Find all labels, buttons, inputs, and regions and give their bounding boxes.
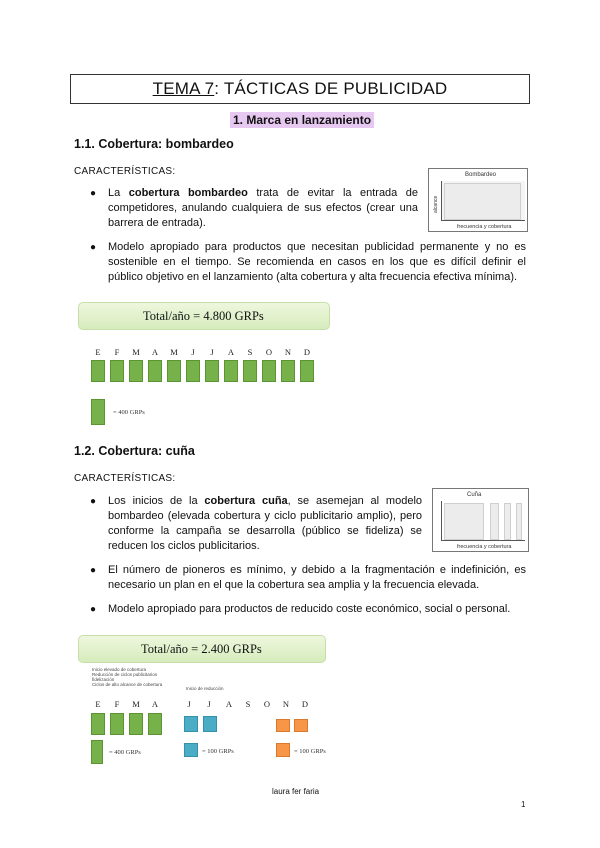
month-label: J bbox=[187, 699, 191, 709]
month-label: N bbox=[284, 347, 292, 357]
grp-block bbox=[110, 713, 124, 735]
legend-text-bombardeo: = 400 GRPs bbox=[113, 409, 145, 416]
mini-chart-ylabel: alcance bbox=[433, 195, 439, 213]
page-title bbox=[70, 74, 530, 104]
bullet-icon: ● bbox=[90, 565, 97, 576]
subheading-bombardeo: 1.1. Cobertura: bombardeo bbox=[74, 137, 234, 151]
legend-block-green bbox=[91, 399, 105, 425]
month-label: O bbox=[265, 347, 273, 357]
grp-block bbox=[129, 713, 143, 735]
grp-block bbox=[91, 713, 105, 735]
mini-chart-plot-area bbox=[441, 501, 525, 541]
cuna-mini-chart bbox=[432, 488, 529, 552]
month-label: A bbox=[151, 347, 159, 357]
grp-block bbox=[186, 360, 200, 382]
title-prefix: TEMA 7 bbox=[152, 79, 215, 98]
month-label: A bbox=[151, 699, 159, 709]
cuna-bullet-2: El número de pioneros es mínimo, y debido a la fragmentación e indefinición, es necesario un plan en el que la cobertura sea amplia y la frecuencia elevada. bbox=[108, 564, 526, 591]
month-label: M bbox=[132, 347, 140, 357]
grp-block bbox=[184, 716, 198, 732]
page-number: 1 bbox=[521, 800, 526, 809]
grp-block bbox=[203, 716, 217, 732]
bullet-icon: ● bbox=[90, 604, 97, 615]
bullet-icon: ● bbox=[90, 496, 97, 507]
grp-block bbox=[281, 360, 295, 382]
grp-block bbox=[276, 719, 290, 732]
month-label: F bbox=[114, 347, 120, 357]
legend-block-blue bbox=[184, 743, 198, 757]
month-label: S bbox=[245, 699, 251, 709]
legend-text-orange: = 100 GRPs bbox=[294, 748, 326, 755]
mini-chart-xlabel: frecuencia y cobertura bbox=[457, 544, 512, 550]
footer-author: laura fer faria bbox=[272, 787, 320, 796]
month-label: A bbox=[225, 699, 233, 709]
title-rest: : TÁCTICAS DE PUBLICIDAD bbox=[214, 79, 448, 98]
legend-text-green: = 400 GRPs bbox=[109, 749, 141, 756]
legend-block-orange bbox=[276, 743, 290, 757]
total-box-bombardeo: Total/año = 4.800 GRPs bbox=[78, 302, 330, 330]
legend-block-green bbox=[91, 740, 103, 764]
month-label: E bbox=[95, 699, 101, 709]
month-label: J bbox=[207, 699, 211, 709]
subheading-cuna: 1.2. Cobertura: cuña bbox=[74, 444, 195, 458]
grp-block bbox=[148, 360, 162, 382]
month-label: D bbox=[301, 699, 309, 709]
month-label: J bbox=[191, 347, 195, 357]
bombardeo-mini-chart bbox=[428, 168, 528, 232]
total-box-cuna: Total/año = 2.400 GRPs bbox=[78, 635, 326, 663]
cuna-note-mid: Inicio de reducción bbox=[186, 686, 224, 691]
grp-block bbox=[167, 360, 181, 382]
mini-chart-title: Bombardeo bbox=[465, 172, 497, 178]
month-label: O bbox=[263, 699, 271, 709]
caracteristicas-label-1: CARACTERÍSTICAS: bbox=[74, 166, 176, 177]
grp-block bbox=[205, 360, 219, 382]
cuna-bullet-1: Los inicios de la cobertura cuña, se asemejan al modelo bombardeo (elevada cobertura y ciclo publicitario amplio), pero conforme la campaña se desarrolla (público se fideliza) se reducen los ciclos publicitarios. bbox=[108, 495, 423, 552]
caracteristicas-label-2: CARACTERÍSTICAS: bbox=[74, 473, 176, 484]
grp-block bbox=[110, 360, 124, 382]
mini-chart-title: Cuña bbox=[467, 492, 482, 498]
mini-chart-plot-area bbox=[441, 181, 525, 221]
bombardeo-bullet-1: La cobertura bombardeo trata de evitar la entrada de competidores, anulando cualquiera de sus efectos (crear una barrera de entrada). bbox=[108, 187, 419, 229]
grp-block bbox=[91, 360, 105, 382]
bombardeo-bullet-2: Modelo apropiado para productos que necesitan publicidad permanente y no es sostenible en el tiempo. Se recomienda en casos en los que es difícil definir el público objetivo en el lanzamiento (alta cobertura y alta frecuencia efectiva mínima). bbox=[108, 241, 526, 283]
grp-block bbox=[300, 360, 314, 382]
cuna-bullet-3: Modelo apropiado para productos de reducido coste económico, social o personal. bbox=[108, 603, 511, 615]
month-label: M bbox=[170, 347, 178, 357]
legend-text-blue: = 100 GRPs bbox=[202, 748, 234, 755]
month-label: D bbox=[303, 347, 311, 357]
grp-block bbox=[148, 713, 162, 735]
month-label: A bbox=[227, 347, 235, 357]
month-label: F bbox=[114, 699, 120, 709]
grp-block bbox=[224, 360, 238, 382]
bullet-icon: ● bbox=[90, 242, 97, 253]
month-label: M bbox=[132, 699, 140, 709]
mini-chart-xlabel: frecuencia y cobertura bbox=[457, 224, 512, 230]
month-label: J bbox=[210, 347, 214, 357]
cuna-note-left: Inicio elevado de cobertura Reducción de ciclos publicitarios fidelización Ciclos de alto alcance de cobertura bbox=[92, 667, 163, 687]
bullet-icon: ● bbox=[90, 188, 97, 199]
section-heading-1: 1. Marca en lanzamiento bbox=[230, 112, 374, 128]
grp-block bbox=[243, 360, 257, 382]
month-label: N bbox=[282, 699, 290, 709]
grp-block bbox=[129, 360, 143, 382]
grp-block bbox=[294, 719, 308, 732]
month-label: E bbox=[95, 347, 101, 357]
month-label: S bbox=[247, 347, 253, 357]
grp-block bbox=[262, 360, 276, 382]
